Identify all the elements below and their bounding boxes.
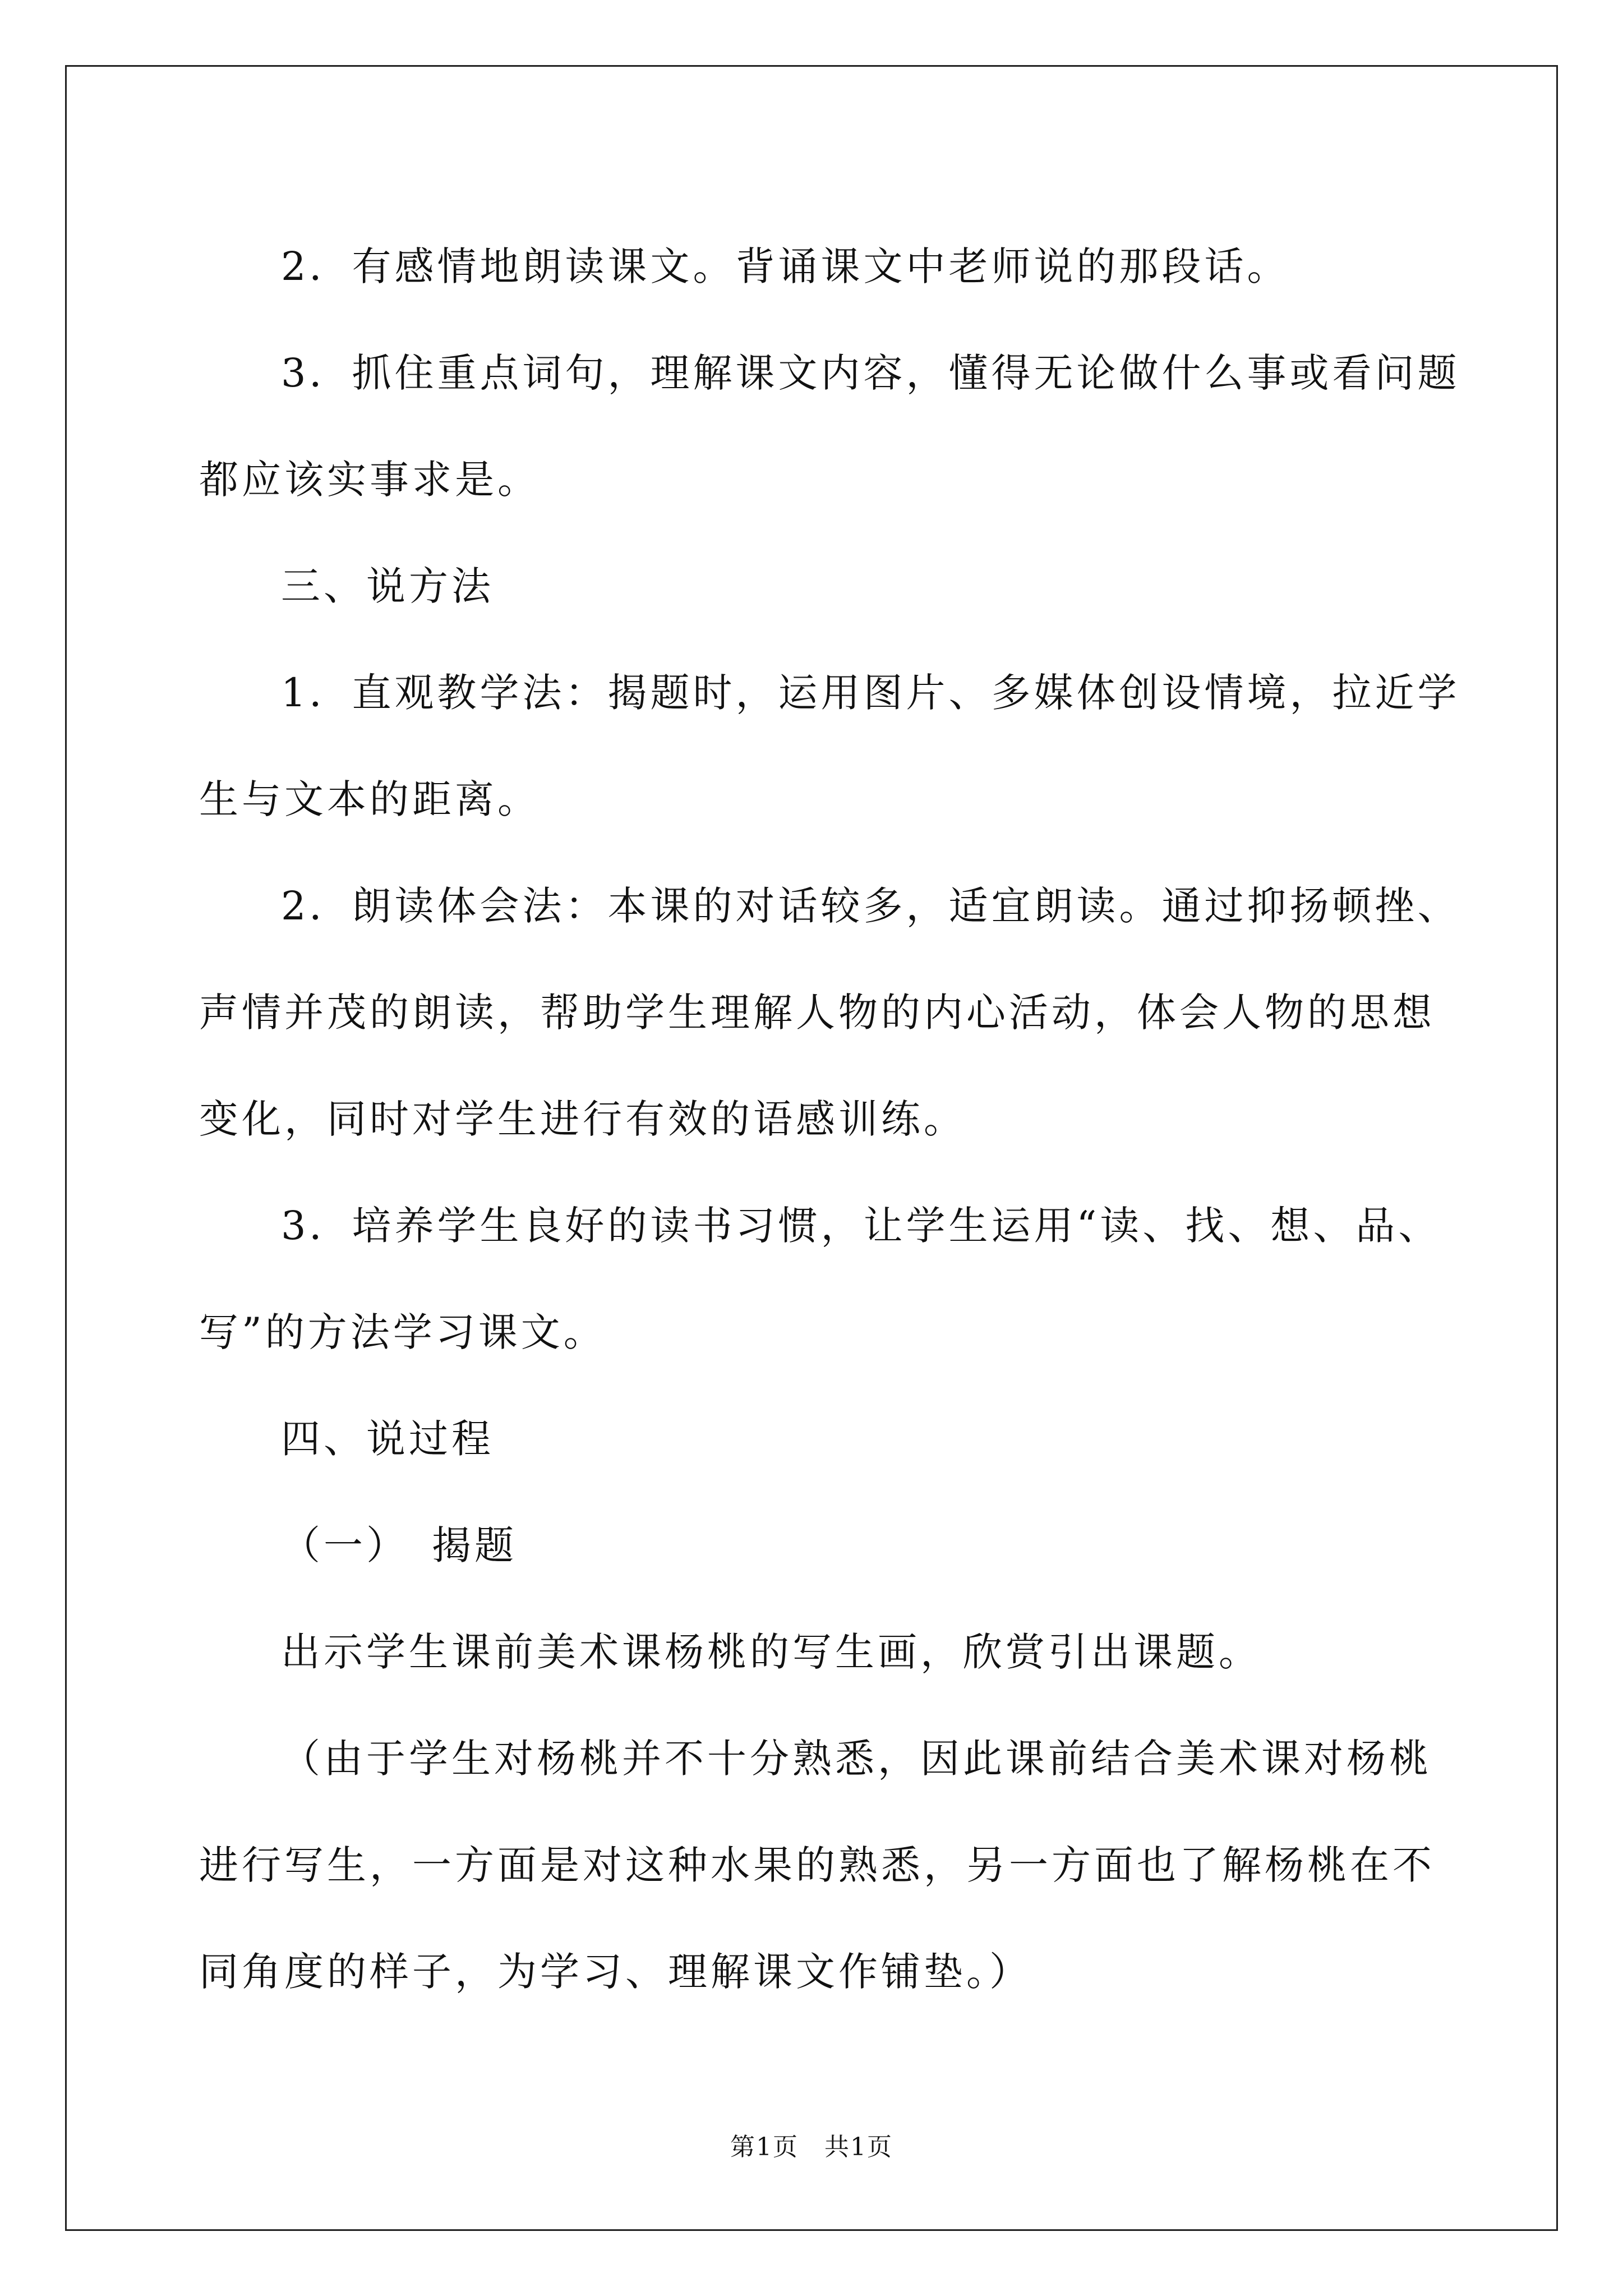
paragraph: 1．直观教学法：揭题时，运用图片、多媒体创设情境，拉近学生与文本的距离。: [199, 670, 1460, 822]
paragraph: 2．朗读体会法：本课的对话较多，适宜朗读。通过抑扬顿挫、声情并茂的朗读，帮助学生理解人物的内心活动，体会人物的思想变化，同时对学生进行有效的语感训练。: [199, 883, 1460, 1142]
section-heading: 三、说方法: [281, 563, 494, 609]
section-heading: 四、说过程: [281, 1416, 494, 1462]
page-number: 第1页 共1页: [730, 2133, 893, 2161]
paragraph: （由于学生对杨桃并不十分熟悉，因此课前结合美术课对杨桃进行写生，一方面是对这种水果的熟悉，另一方面也了解杨桃在不同角度的样子，为学习、理解课文作铺垫。）: [199, 1736, 1435, 1995]
paragraph: 2．有感情地朗读课文。背诵课文中老师说的那段话。: [281, 243, 1290, 289]
paragraph: 3．抓住重点词句，理解课文内容，懂得无论做什么事或看问题都应该实事求是。: [199, 350, 1460, 503]
paragraph: 出示学生课前美术课杨桃的写生画，欣赏引出课题。: [281, 1629, 1261, 1675]
page-footer: [0, 2131, 1623, 2164]
paragraph: 3．培养学生良好的读书习惯，让学生运用“读、找、想、品、写”的方法学习课文。: [199, 1203, 1441, 1355]
document-body: [199, 213, 1461, 2025]
subsection-heading: （一） 揭题: [281, 1522, 517, 1568]
